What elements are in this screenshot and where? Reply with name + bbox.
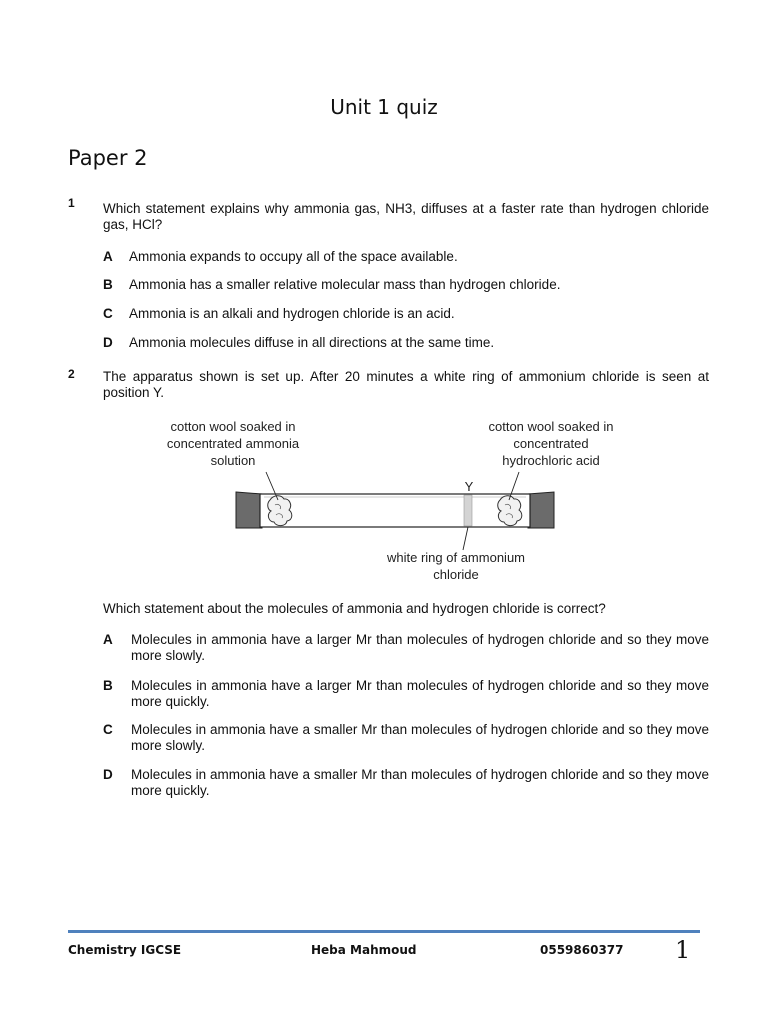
position-y-label: Y xyxy=(464,479,474,494)
right-cotton-wool xyxy=(498,496,522,526)
page-number: 1 xyxy=(675,936,691,964)
footer-author: Heba Mahmoud xyxy=(311,943,417,957)
option-letter: C xyxy=(103,722,113,737)
white-ring-label: white ring of ammonium chloride xyxy=(387,550,525,582)
option-letter: B xyxy=(103,678,113,693)
left-stopper xyxy=(236,492,262,528)
question-2-prompt: Which statement about the molecules of ammonia and hydrogen chloride is correct? xyxy=(103,601,606,616)
option-letter: D xyxy=(103,767,113,782)
footer-rule xyxy=(68,930,700,933)
option-text: Ammonia has a smaller relative molecular mass than hydrogen chloride. xyxy=(129,277,561,292)
right-stopper xyxy=(528,492,554,528)
footer-phone: 0559860377 xyxy=(540,943,624,957)
option-letter: A xyxy=(103,249,113,264)
option-letter: D xyxy=(103,335,113,350)
page-title: Unit 1 quiz xyxy=(330,95,438,119)
glass-tube xyxy=(260,494,530,527)
right-cotton-label: cotton wool soaked in concentrated hydrochloric acid xyxy=(488,419,614,468)
option-text: Molecules in ammonia have a smaller Mr than molecules of hydrogen chloride and so they move more slowly. xyxy=(131,722,709,753)
question-number-2: 2 xyxy=(68,367,75,381)
question-2-stem: The apparatus shown is set up. After 20 minutes a white ring of ammonium chloride is seen at position Y. xyxy=(103,369,709,400)
option-letter: A xyxy=(103,632,113,647)
option-letter: C xyxy=(103,306,113,321)
question-1-stem: Which statement explains why ammonia gas, NH3, diffuses at a faster rate than hydrogen chloride gas, HCl? xyxy=(103,201,709,232)
ring-leader-line xyxy=(463,527,468,550)
footer-course: Chemistry IGCSE xyxy=(68,943,182,957)
option-text: Molecules in ammonia have a larger Mr than molecules of hydrogen chloride and so they move more slowly. xyxy=(131,632,709,663)
left-cotton-wool xyxy=(268,496,292,526)
option-text: Ammonia is an alkali and hydrogen chloride is an acid. xyxy=(129,306,455,321)
white-ring xyxy=(464,495,472,526)
option-text: Ammonia expands to occupy all of the space available. xyxy=(129,249,458,264)
option-letter: B xyxy=(103,277,113,292)
option-text: Molecules in ammonia have a larger Mr than molecules of hydrogen chloride and so they move more quickly. xyxy=(131,678,709,709)
left-cotton-label: cotton wool soaked in concentrated ammonia solution xyxy=(166,419,300,468)
paper-title: Paper 2 xyxy=(68,146,148,170)
option-text: Ammonia molecules diffuse in all directions at the same time. xyxy=(129,335,495,350)
option-text: Molecules in ammonia have a smaller Mr than molecules of hydrogen chloride and so they move more quickly. xyxy=(131,767,709,798)
question-number-1: 1 xyxy=(68,196,75,210)
